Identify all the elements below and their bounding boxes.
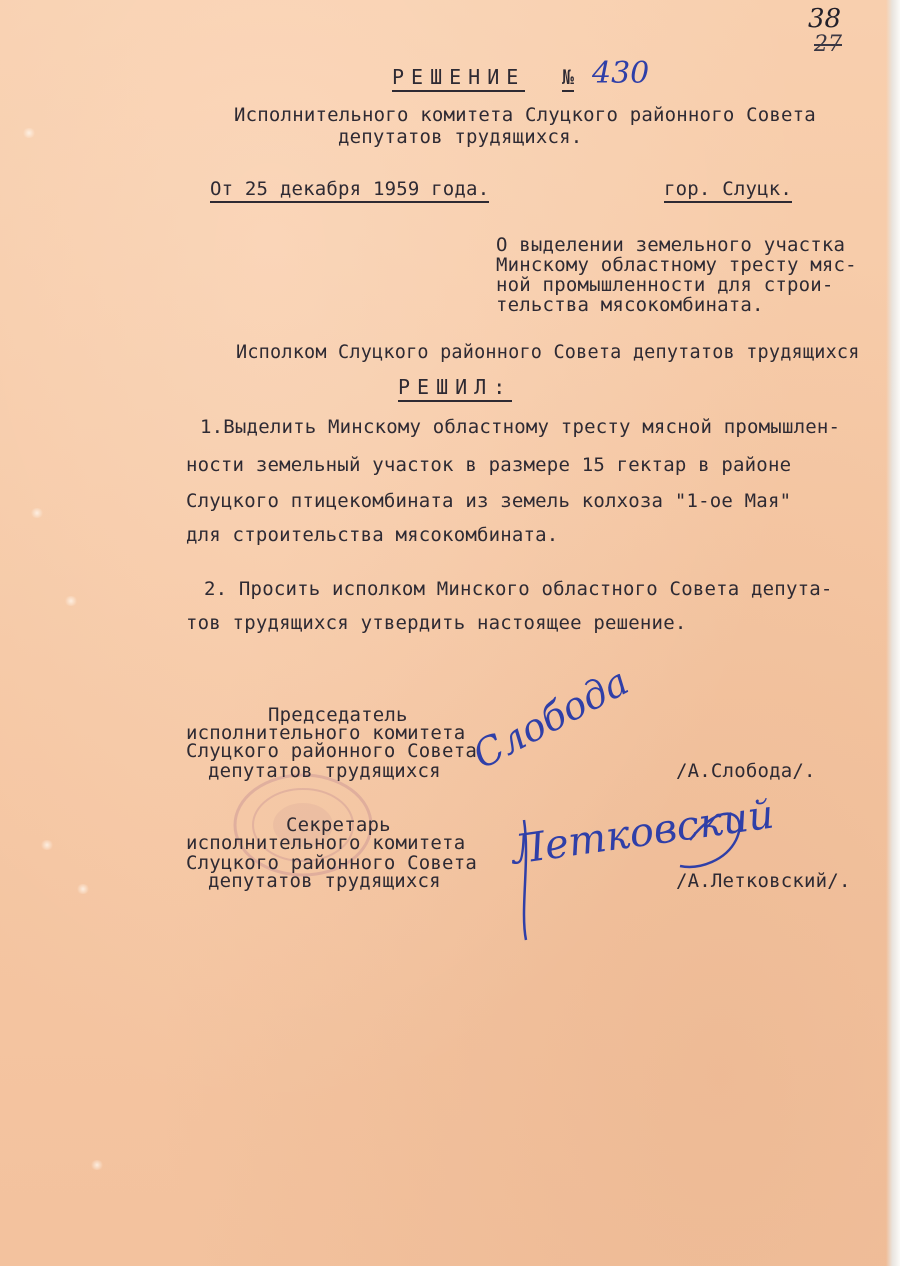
paper-speck <box>40 840 54 850</box>
paper-speck <box>30 508 44 518</box>
subject-line-4: тельства мясокомбината. <box>496 294 764 316</box>
paper-speck <box>76 884 90 894</box>
issuer-line-1: Исполнительного комитета Слуцкого районного Совета <box>234 104 816 126</box>
document-heading <box>392 66 574 88</box>
secretary-signature-flourish <box>500 800 780 950</box>
chairman-signature: Слобода <box>465 659 636 778</box>
subject-line-2: Минскому областному тресту мяс- <box>496 254 857 276</box>
item-2-line-2: тов трудящихся утвердить настоящее решение. <box>186 612 687 634</box>
chairman-title-line-4: депутатов трудящихся <box>208 760 441 782</box>
issuer-line-2: депутатов трудящихся. <box>338 126 583 148</box>
item-1-line-2: ности земельный участок в размере 15 гектар в районе <box>186 454 792 476</box>
chairman-title-line-2: исполнительного комитета <box>186 722 466 744</box>
decided-word: РЕШИЛ: <box>398 375 512 402</box>
secretary-title-line-2: исполнительного комитета <box>186 832 466 854</box>
heading-word: РЕШЕНИЕ <box>392 65 525 92</box>
subject-line-3: ной промышленности для строи- <box>496 274 834 296</box>
page-number: 38 <box>808 4 842 34</box>
item-1-line-1: 1.Выделить Минскому областному тресту мясной промышлен- <box>200 416 841 438</box>
decision-number: 430 <box>592 56 650 91</box>
item-1-line-3: Слуцкого птицекомбината из земель колхоза "1-ое Мая" <box>186 490 792 512</box>
decision-date: От 25 декабря 1959 года. <box>210 178 489 203</box>
page-edge <box>886 0 900 1266</box>
paper-speck <box>64 596 78 606</box>
subject-line-1: О выделении земельного участка <box>496 234 846 256</box>
preamble: Исполком Слуцкого районного Совета депутатов трудящихся <box>236 342 860 363</box>
city: гор. Слуцк. <box>664 178 792 203</box>
number-sign: № <box>562 65 574 92</box>
chairman-title: Председатель <box>268 704 408 726</box>
chairman-name: /А.Слобода/. <box>676 760 816 782</box>
secretary-title-line-3: Слуцкого районного Совета <box>186 852 477 874</box>
city-line <box>664 178 792 200</box>
item-2-line-1: 2. Просить исполком Минского областного Совета депута- <box>204 578 833 600</box>
secretary-name: /А.Летковский/. <box>676 870 851 892</box>
secretary-title-line-4: депутатов трудящихся <box>208 870 441 892</box>
paper-speck <box>90 1160 104 1170</box>
secretary-title: Секретарь <box>286 814 391 836</box>
chairman-title-line-3: Слуцкого районного Совета <box>186 740 477 762</box>
item-1-line-4: для строительства мясокомбината. <box>186 524 559 546</box>
paper-speck <box>22 128 36 138</box>
date-line <box>210 178 489 200</box>
secretary-signature: Летковский <box>508 791 777 874</box>
page-number-previous: 27 <box>814 32 842 57</box>
decided-heading <box>398 376 512 398</box>
